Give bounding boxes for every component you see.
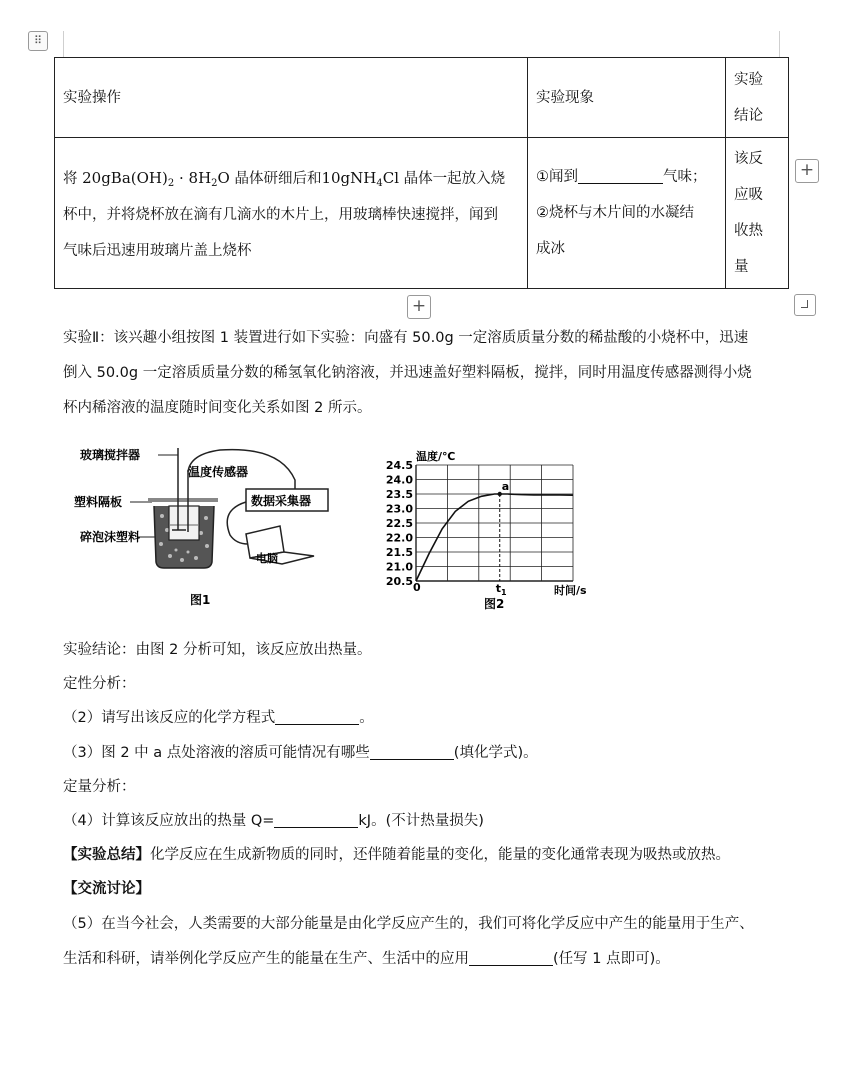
cell-phenomenon: [528, 138, 726, 289]
label-foam: 碎泡沫塑料: [80, 530, 141, 544]
inner-beaker: [169, 506, 199, 540]
formula-nh4cl: 10gNH$_4$Cl: [321, 168, 400, 189]
exp2-line1: 实验Ⅱ：该兴趣小组按图 1 装置进行如下实验：向盛有 50.0g 一定溶质质量分数的稀盐酸的小烧杯中，迅速: [63, 330, 749, 346]
exp2-line3: 杯内稀溶液的温度随时间变化关系如图 2 所示。: [63, 400, 372, 416]
question-4: （4）计算该反应放出的热量 Q= kJ。(不计热量损失): [63, 813, 484, 829]
experiment-table: [54, 57, 789, 289]
label-sensor: 温度传感器: [188, 465, 249, 479]
answer-blank[interactable]: [370, 743, 454, 760]
answer-blank[interactable]: [274, 811, 358, 828]
header-phenomenon: 实验现象: [528, 58, 726, 138]
question-5-line2: 生活和科研，请举例化学反应产生的能量在生产、生活中的应用 (任写 1 点即可)。: [63, 951, 670, 967]
experiment-2-paragraph: [63, 321, 793, 426]
experiment-conclusion: 实验结论：由图 2 分析可知，该反应放出热量。: [63, 642, 372, 658]
computer-cable: [227, 502, 248, 544]
y-tick-label: 23.5: [385, 488, 413, 501]
answer-blank[interactable]: [578, 167, 663, 184]
point-a-label: a: [501, 480, 510, 493]
phenomenon-line3: 成冰: [536, 241, 565, 257]
y-tick-label: 20.5: [385, 575, 413, 588]
operation-line1: [63, 160, 519, 197]
margin-guide-right: [779, 31, 780, 57]
y-tick-label: 24.0: [385, 473, 413, 487]
y-tick-label: 22.0: [385, 531, 413, 545]
y-axis-label: 温度/℃: [416, 450, 456, 463]
op-text: 晶体一起放入烧: [399, 170, 506, 187]
header-conclusion-line2: 结论: [734, 107, 763, 124]
answer-blank[interactable]: [275, 708, 359, 725]
phenomenon-line2: ②烧杯与木片间的水凝结: [536, 205, 694, 221]
op-text: 晶体研细后和: [229, 170, 322, 187]
x-axis-label: 时间/s: [554, 584, 587, 597]
table-header-row: [55, 58, 789, 138]
discussion-heading: 【交流讨论】: [63, 881, 150, 897]
phenomenon-line1: ①闻到 气味；: [536, 169, 707, 185]
chart-grid: [416, 465, 573, 581]
cell-operation: [55, 138, 528, 289]
y-tick-label: 21.5: [385, 546, 413, 559]
figure-2-chart: [380, 446, 605, 614]
cell-conclusion: [726, 138, 789, 289]
plastic-board: [148, 498, 218, 502]
conclusion-line: 该反: [734, 151, 763, 167]
exp2-line2: 倒入 50.0g 一定溶质质量分数的稀氢氧化钠溶液，并迅速盖好塑料隔板，搅拌，同时用温度传感器测得小烧: [63, 365, 752, 381]
answer-blank[interactable]: [469, 949, 553, 966]
y-tick-label: 23.0: [385, 502, 413, 516]
experiment-summary: 【实验总结】化学反应在生成新物质的同时，还伴随着能量的变化，能量的变化通常表现为吸热或放热。: [63, 847, 730, 863]
resize-icon[interactable]: [794, 294, 816, 316]
add-row-button[interactable]: +: [407, 295, 431, 319]
conclusion-line: 量: [734, 259, 749, 275]
y-tick-label: 21.0: [385, 560, 413, 574]
header-conclusion: [726, 58, 789, 138]
drag-handle-icon[interactable]: ⠿: [28, 31, 48, 51]
qualitative-heading: 定性分析：: [63, 676, 136, 692]
figure-2-caption: 图2: [484, 597, 505, 611]
y-tick-label: 22.5: [385, 517, 413, 530]
figure-1-caption: 图1: [190, 593, 211, 607]
quantitative-heading: 定量分析：: [63, 779, 136, 795]
conclusion-line: 收热: [734, 223, 763, 239]
label-computer: 电脑: [256, 552, 278, 565]
question-5-line1: （5）在当今社会，人类需要的大部分能量是由化学反应产生的，我们可将化学反应中产生的能量用于生产、: [63, 916, 754, 932]
operation-line3: 气味后迅速用玻璃片盖上烧杯: [63, 242, 252, 259]
y-tick-labels: [386, 459, 413, 588]
margin-guide-left: [63, 31, 64, 57]
table-row: [55, 138, 789, 289]
question-3: （3）图 2 中 a 点处溶液的溶质可能情况有哪些 (填化学式)。: [63, 745, 538, 761]
label-stirrer: 玻璃搅拌器: [80, 448, 141, 462]
conclusion-line: 应吸: [734, 187, 763, 203]
x-origin-label: 0: [413, 581, 421, 594]
question-2: （2）请写出该反应的化学方程式 。: [63, 710, 374, 726]
t1-label: $t_1$: [495, 582, 507, 597]
label-collector: 数据采集器: [251, 494, 312, 508]
header-operation: 实验操作: [55, 58, 528, 138]
y-tick-label: 24.5: [385, 459, 413, 472]
header-conclusion-line1: 实验: [734, 71, 763, 88]
add-column-button[interactable]: +: [795, 159, 819, 183]
figure-1-apparatus: [70, 440, 340, 615]
operation-line2: 杯中，并将烧杯放在滴有几滴水的木片上，用玻璃棒快速搅拌，闻到: [63, 206, 498, 223]
formula-baoh2: $20gBa(OH)_2 \cdot 8H_2O$: [82, 168, 230, 189]
label-board: 塑料隔板: [74, 495, 123, 509]
op-text: 将: [63, 170, 83, 187]
